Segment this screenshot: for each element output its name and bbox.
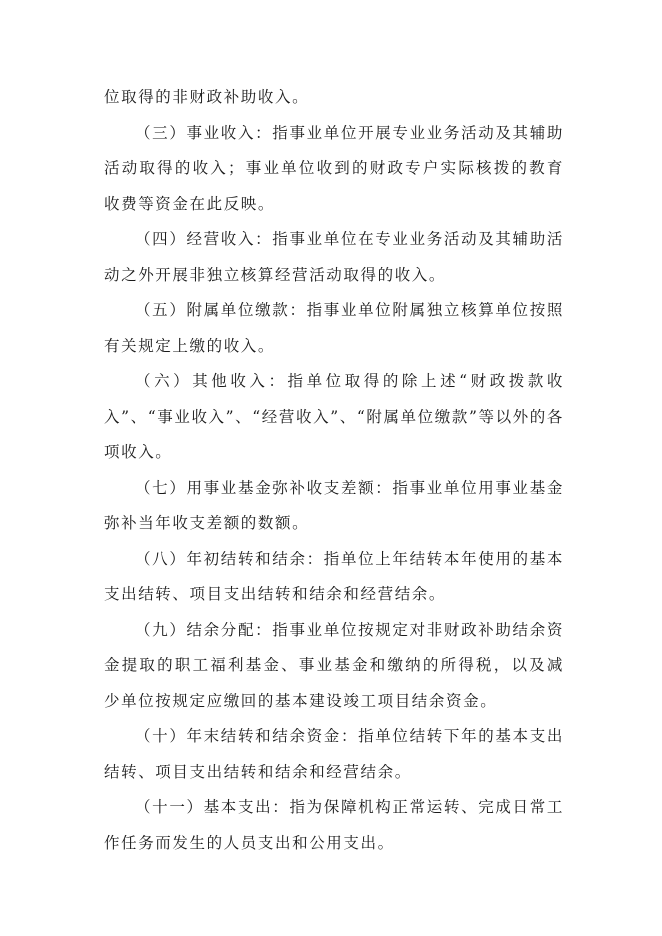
paragraph-fund-offset: （七）用事业基金弥补收支差额：指事业单位用事业基金弥补当年收支差额的数额。 <box>104 478 564 532</box>
paragraph-continuation: 位取得的非财政补助收入。 <box>104 88 310 106</box>
paragraph-closing-carryover: （十）年末结转和结余资金：指单位结转下年的基本支出结转、项目支出结转和结余和经营结余。 <box>104 727 564 781</box>
paragraph-business-income: （三）事业收入：指事业单位开展专业业务活动及其辅助活动取得的收入；事业单位收到的财政专户实际核拨的教育收费等资金在此反映。 <box>104 123 564 213</box>
paragraph-other-income: （六）其他收入：指单位取得的除上述“财政拨款收入”、“事业收入”、“经营收入”、“附属单位缴款”等以外的各项收入。 <box>104 372 564 461</box>
document-page <box>104 80 564 861</box>
paragraph-basic-expenditure: （十一）基本支出：指为保障机构正常运转、完成日常工作任务而发生的人员支出和公用支出。 <box>104 798 564 852</box>
paragraph-operating-income: （四）经营收入：指事业单位在专业业务活动及其辅助活动之外开展非独立核算经营活动取得的收入。 <box>104 230 564 284</box>
paragraph-surplus-distribution: （九）结余分配：指事业单位按规定对非财政补助结余资金提取的职工福利基金、事业基金和缴纳的所得税，以及减少单位按规定应缴回的基本建设竣工项目结余资金。 <box>104 620 564 710</box>
paragraph-opening-carryover: （八）年初结转和结余：指单位上年结转本年使用的基本支出结转、项目支出结转和结余和经营结余。 <box>104 549 564 603</box>
paragraph-affiliate-payments: （五）附属单位缴款：指事业单位附属独立核算单位按照有关规定上缴的收入。 <box>104 301 564 355</box>
